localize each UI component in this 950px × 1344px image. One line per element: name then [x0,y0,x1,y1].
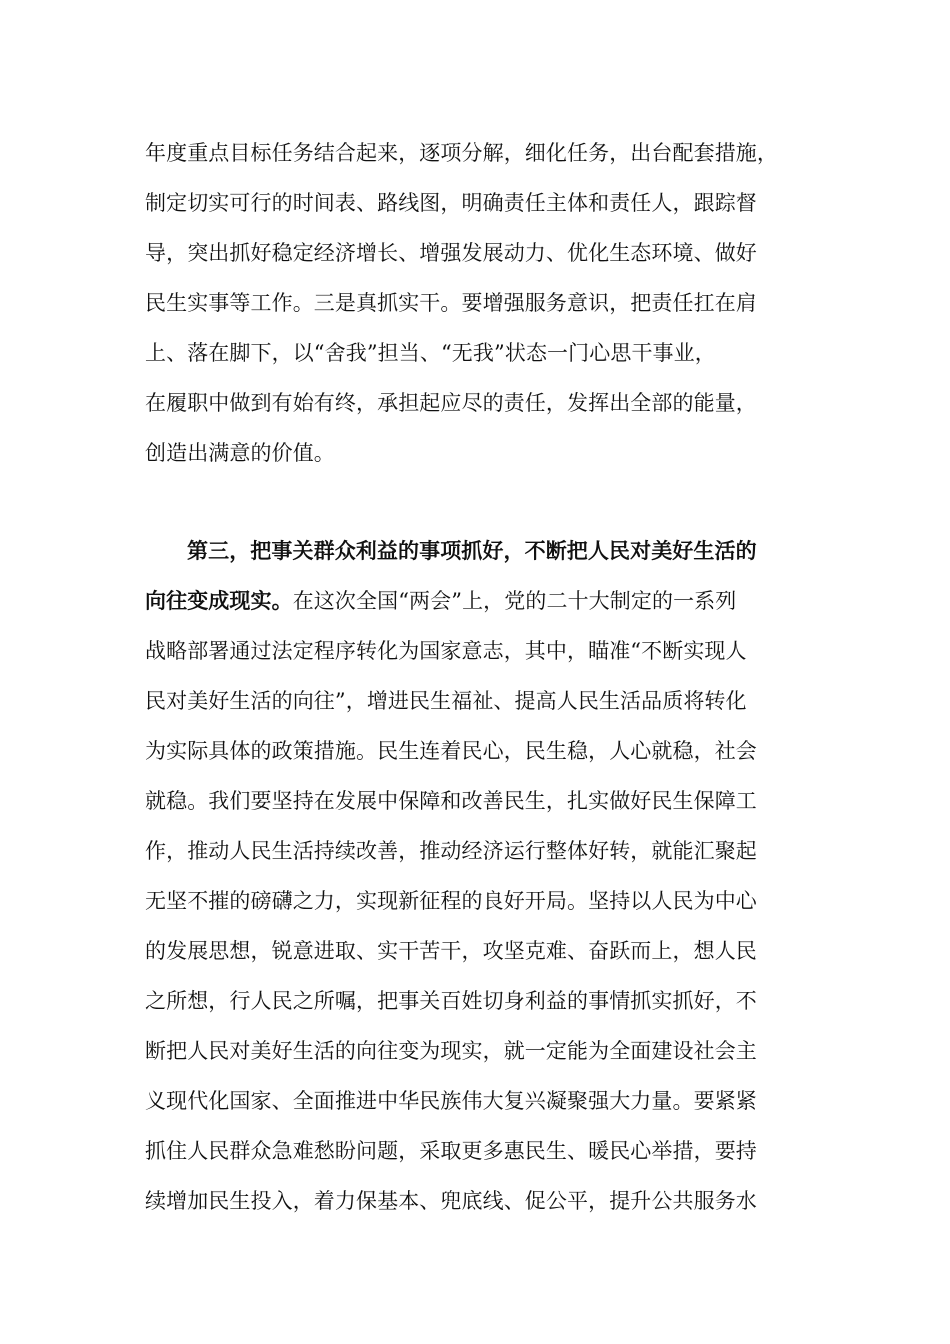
paragraph1-line-6: 在履职中做到有始有终，承担起应尽的责任，发挥出全部的能量， [145,391,757,415]
paragraph2-line-9: 之所想，行人民之所嘱，把事关百姓切身利益的事情抓实抓好，不 [145,989,757,1013]
paragraph1-line-1: 年度重点目标任务结合起来，逐项分解，细化任务，出台配套措施， [145,141,778,165]
paragraph2-line-8: 的发展思想，锐意进取、实干苦干，攻坚克难、奋跃而上，想人民 [145,939,757,963]
paragraph2-line-6: 作，推动人民生活持续改善，推动经济运行整体好转，就能汇聚起 [145,839,757,863]
paragraph2-line-4: 为实际具体的政策措施。民生连着民心，民生稳，人心就稳，社会 [145,739,757,763]
paragraph1-line-5: 上、落在脚下，以“舍我”担当、“无我”状态一门心思干事业， [145,341,716,365]
paragraph2-line-3: 民对美好生活的向往”，增进民生福祉、提高人民生活品质将转化 [145,689,747,713]
paragraph1-line-2: 制定切实可行的时间表、路线图，明确责任主体和责任人，跟踪督 [145,191,757,215]
paragraph1-line-4: 民生实事等工作。三是真抓实干。要增强服务意识，把责任扛在肩 [145,291,757,315]
paragraph1-line-3: 导，突出抓好稳定经济增长、增强发展动力、优化生态环境、做好 [145,241,757,265]
paragraph2-line-13: 续增加民生投入，着力保基本、兜底线、促公平，提升公共服务水 [145,1189,757,1213]
paragraph2-line-7: 无坚不摧的磅礴之力，实现新征程的良好开局。坚持以人民为中心 [145,889,757,913]
paragraph2-line-1-text: 在这次全国“两会”上，党的二十大制定的一系列 [292,589,737,613]
paragraph2-line-10: 断把人民对美好生活的向往变为现实，就一定能为全面建设社会主 [145,1039,757,1063]
paragraph2-line-5: 就稳。我们要坚持在发展中保障和改善民生，扎实做好民生保障工 [145,789,757,813]
section-heading-continued: 向往变成现实。 [145,588,293,613]
paragraph2-line-12: 抓住人民群众急难愁盼问题，采取更多惠民生、暖民心举措，要持 [145,1139,757,1163]
section-heading: 第三，把事关群众利益的事项抓好，不断把人民对美好生活的 [187,538,757,563]
paragraph2-line-11: 义现代化国家、全面推进中华民族伟大复兴凝聚强大力量。要紧紧 [145,1089,757,1113]
paragraph2-line-1 [145,576,825,626]
paragraph2-line-2: 战略部署通过法定程序转化为国家意志，其中，瞄准“不断实现人 [145,639,747,663]
paragraph1-line-7: 创造出满意的价值。 [145,441,335,465]
